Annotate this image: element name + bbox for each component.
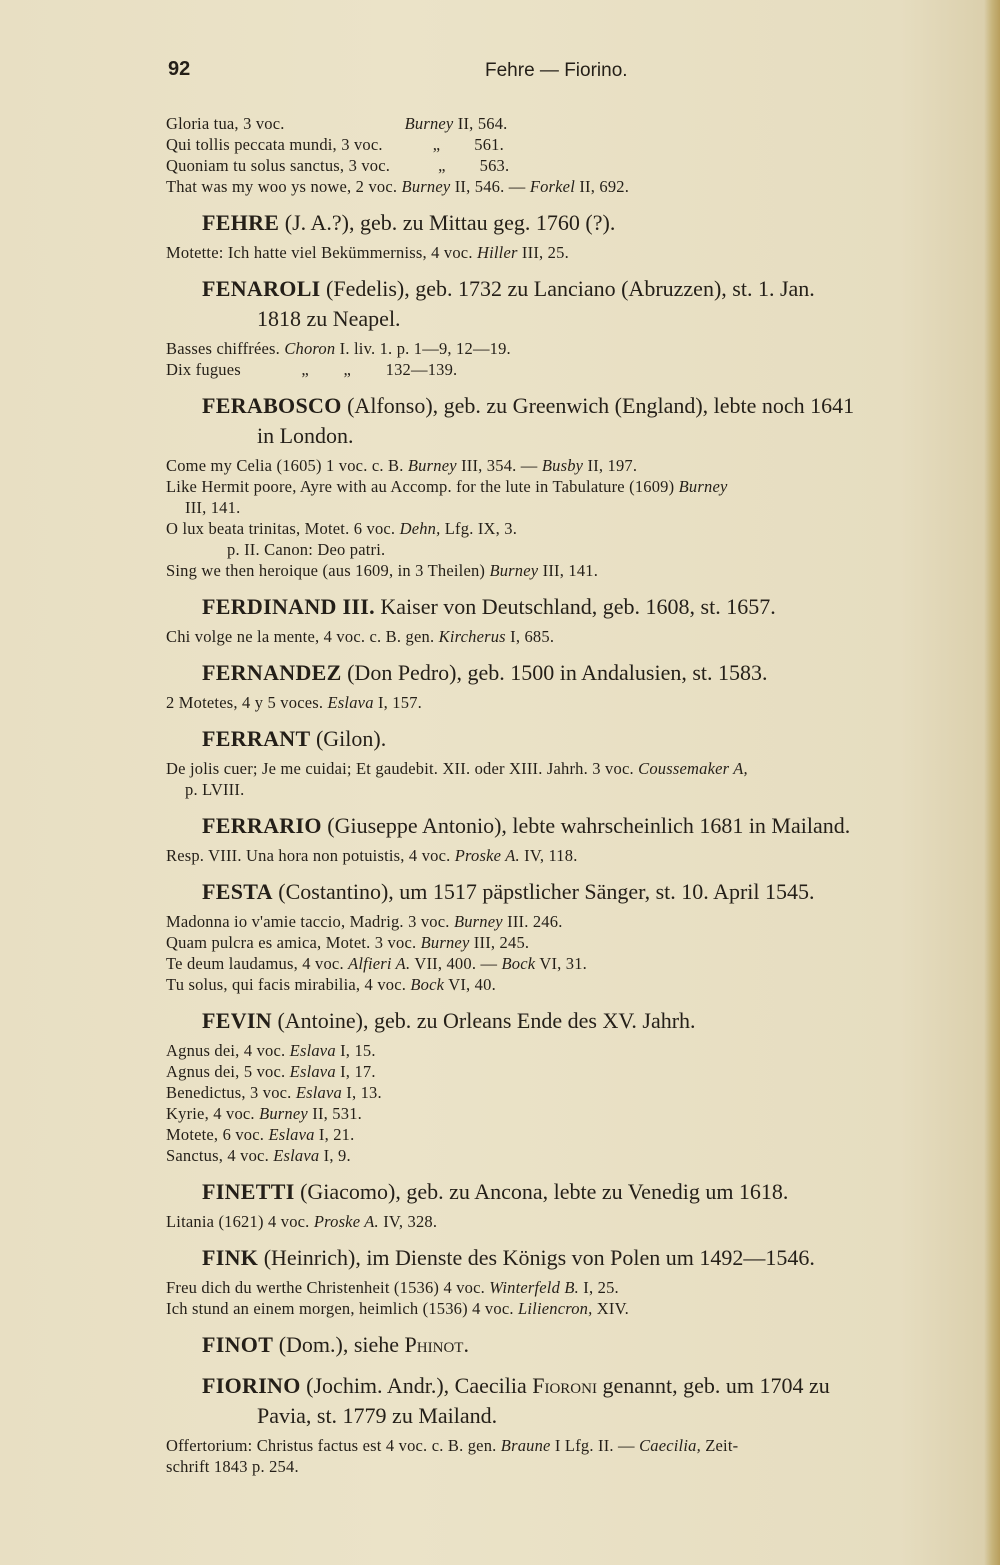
entry-heading: FINOT (Dom.), siehe Phinot. xyxy=(202,1332,469,1357)
work-line: Come my Celia (1605) 1 voc. c. B. Burney III, 354. — Busby II, 197. xyxy=(166,456,638,475)
work-line: O lux beata trinitas, Motet. 6 voc. Dehn, Lfg. IX, 3. xyxy=(166,519,518,538)
cross-reference: Phinot. xyxy=(404,1332,469,1357)
entry-name: FIORINO xyxy=(202,1373,301,1398)
entry-heading: FERDINAND III. Kaiser von Deutschland, geb. 1608, st. 1657. xyxy=(202,594,776,619)
entry-heading: FEHRE (J. A.?), geb. zu Mittau geg. 1760 (?). xyxy=(202,210,616,235)
lead-line: That was my woo ys nowe, 2 voc. Burney II, 546. — Forkel II, 692. xyxy=(166,177,630,196)
lead-line: Quoniam tu solus sanctus, 3 voc. „ 563. xyxy=(166,156,510,175)
work-line: Benedictus, 3 voc. Eslava I, 13. xyxy=(166,1083,382,1102)
page-body xyxy=(166,113,956,1477)
work-line: Madonna io v'amie taccio, Madrig. 3 voc. Burney III. 246. xyxy=(166,912,563,931)
work-line: Basses chiffrées. Choron I. liv. 1. p. 1—9, 12—19. xyxy=(166,339,511,358)
entry-heading: FERRARIO (Giuseppe Antonio), lebte wahrscheinlich 1681 in Mailand. xyxy=(202,813,851,838)
work-line: p. II. Canon: Deo patri. xyxy=(227,540,386,559)
work-line: Motette: Ich hatte viel Bekümmerniss, 4 voc. Hiller III, 25. xyxy=(166,243,569,262)
entry-name: FERDINAND III. xyxy=(202,594,375,619)
entry-name: FINK xyxy=(202,1245,259,1270)
entry-name: FINETTI xyxy=(202,1179,295,1204)
entry-heading: FEVIN (Antoine), geb. zu Orleans Ende des XV. Jahrh. xyxy=(202,1008,696,1033)
work-line: Agnus dei, 4 voc. Eslava I, 15. xyxy=(166,1041,376,1060)
entry-heading: FENAROLI (Fedelis), geb. 1732 zu Lanciano (Abruzzen), st. 1. Jan. 1818 zu Neapel. xyxy=(202,276,815,331)
work-line: Te deum laudamus, 4 voc. Alfieri A. VII, 400. — Bock VI, 31. xyxy=(166,954,588,973)
entry-name: FERABOSCO xyxy=(202,393,342,418)
running-title: Fehre — Fiorino. xyxy=(485,60,628,81)
entry-name: FEHRE xyxy=(202,210,280,235)
work-line: Offertorium: Christus factus est 4 voc. c. B. gen. Braune I Lfg. II. — Caecilia, Zeit- xyxy=(166,1436,739,1455)
work-line: Chi volge ne la mente, 4 voc. c. B. gen. Kircherus I, 685. xyxy=(166,627,555,646)
work-line: Freu dich du werthe Christenheit (1536) 4 voc. Winterfeld B. I, 25. xyxy=(166,1278,619,1297)
work-line: De jolis cuer; Je me cuidai; Et gaudebit. XII. oder XIII. Jahrh. 3 voc. Coussemaker A, xyxy=(166,759,748,778)
work-line: Agnus dei, 5 voc. Eslava I, 17. xyxy=(166,1062,376,1081)
entry-heading: FESTA (Costantino), um 1517 päpstlicher Sänger, st. 10. April 1545. xyxy=(202,879,815,904)
entry-heading: FINK (Heinrich), im Dienste des Königs von Polen um 1492—1546. xyxy=(202,1245,815,1270)
entry-name: FESTA xyxy=(202,879,273,904)
page-header xyxy=(0,58,1000,88)
entry-name: FEVIN xyxy=(202,1008,272,1033)
entry-heading: FIORINO (Jochim. Andr.), Caecilia Fioroni genannt, geb. um 1704 zu Pavia, st. 1779 zu Mailand. xyxy=(202,1373,830,1428)
entry-name: FINOT xyxy=(202,1332,274,1357)
work-line: Resp. VIII. Una hora non potuistis, 4 voc. Proske A. IV, 118. xyxy=(166,846,578,865)
entry-heading: FERNANDEZ (Don Pedro), geb. 1500 in Andalusien, st. 1583. xyxy=(202,660,768,685)
work-line: Like Hermit poore, Ayre with au Accomp. for the lute in Tabulature (1609) Burney xyxy=(166,477,728,496)
work-line: Quam pulcra es amica, Motet. 3 voc. Burney III, 245. xyxy=(166,933,530,952)
work-line: 2 Motetes, 4 y 5 voces. Eslava I, 157. xyxy=(166,693,422,712)
work-line: p. LVIII. xyxy=(185,780,245,799)
entry-heading: FINETTI (Giacomo), geb. zu Ancona, lebte zu Venedig um 1618. xyxy=(202,1179,789,1204)
work-line: Motete, 6 voc. Eslava I, 21. xyxy=(166,1125,355,1144)
work-line: Litania (1621) 4 voc. Proske A. IV, 328. xyxy=(166,1212,438,1231)
page-number: 92 xyxy=(168,58,191,80)
work-line: III, 141. xyxy=(185,498,241,517)
lead-line: Qui tollis peccata mundi, 3 voc. „ 561. xyxy=(166,135,504,154)
entry-name: FERRANT xyxy=(202,726,311,751)
work-line: Sing we then heroique (aus 1609, in 3 Theilen) Burney III, 141. xyxy=(166,561,599,580)
entry-heading: FERRANT (Gilon). xyxy=(202,726,387,751)
work-line: schrift 1843 p. 254. xyxy=(166,1457,299,1476)
page-edge-shadow xyxy=(984,0,1000,1565)
entry-name: FERNANDEZ xyxy=(202,660,342,685)
entry-name: FENAROLI xyxy=(202,276,321,301)
work-line: Sanctus, 4 voc. Eslava I, 9. xyxy=(166,1146,351,1165)
entry-name: FERRARIO xyxy=(202,813,322,838)
entry-heading: FERABOSCO (Alfonso), geb. zu Greenwich (England), lebte noch 1641 in London. xyxy=(202,393,855,448)
lead-line: Gloria tua, 3 voc. Burney II, 564. xyxy=(166,114,508,133)
work-line: Tu solus, qui facis mirabilia, 4 voc. Bock VI, 40. xyxy=(166,975,496,994)
work-line: Dix fugues „ „ 132—139. xyxy=(166,360,458,379)
work-line: Ich stund an einem morgen, heimlich (1536) 4 voc. Liliencron, XIV. xyxy=(166,1299,629,1318)
work-line: Kyrie, 4 voc. Burney II, 531. xyxy=(166,1104,362,1123)
